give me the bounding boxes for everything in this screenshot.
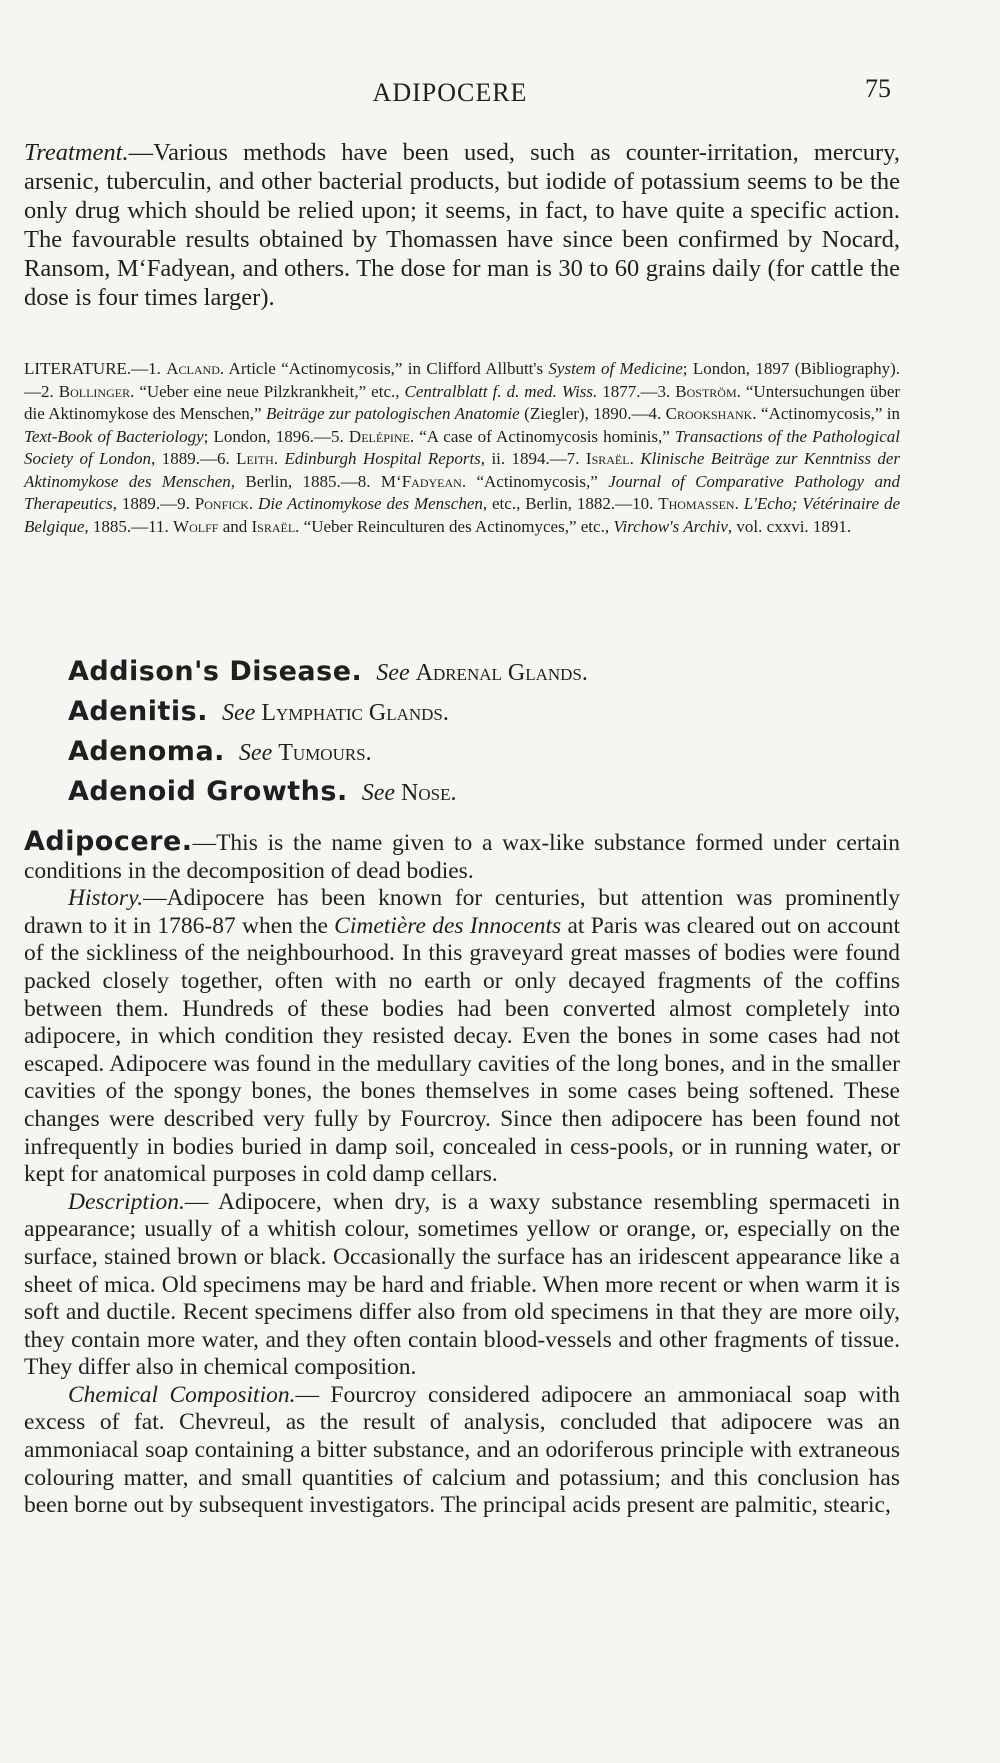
literature-segment: Beiträge zur patologischen Anatomie xyxy=(265,404,520,423)
history-text-a: —Adipocere has been known for centuries, but attention was prominently drawn to it in 1786-87 when the xyxy=(24,885,900,939)
literature-segment: 1877.—3. xyxy=(597,381,676,401)
cross-reference-target: Nose. xyxy=(401,780,457,806)
literature-segment: Journal of Comparative Pathology and Therapeutics xyxy=(24,471,900,513)
cross-reference-head: Addison's Disease. xyxy=(68,656,363,687)
cross-reference-head: Adenitis. xyxy=(68,696,209,727)
literature-segment: LITERATURE.—1. xyxy=(24,359,167,378)
literature-segment: Transactions of the Pathological Society of London xyxy=(24,426,901,468)
cross-reference-see: See xyxy=(238,740,273,766)
literature-segment: Wolff xyxy=(173,516,219,536)
literature-segment: Article “Actinomycosis,” in Clifford Allbutt's xyxy=(224,359,549,378)
cross-reference-target: Adrenal Glands. xyxy=(415,660,588,686)
cross-reference-see: See xyxy=(361,780,396,806)
literature-segment: , 1889.—6. xyxy=(151,449,237,468)
history-text-b: at Paris was cleared out on account of the sickliness of the neighbourhood. In this graveyard great masses of bodies were found packed closely together, often with no earth or only decayed fragments of the coffins between them. Hundreds of these bodies had been converted almost completely into adipocere, in which condition they resisted decay. Even the bones in some cases had not escaped. Adipocere was found in the medullary cavities of the long bones, and in the smaller cavities of the spongy bones, the bones themselves in some cases being softened. These changes were described very fully by Fourcroy. Since then adipocere has been found not infrequently in bodies buried in damp soil, concealed in cess-pools, or in running water, or kept for anatomical purposes in cold damp cellars. xyxy=(24,912,901,1188)
treatment-text: —Various methods have been used, such as counter-irritation, mercury, arsenic, tuberculin, and other bacterial products, but iodide of potassium seems to be the only drug which should be relied upon; it seems, in fact, to have quite a specific action. The favourable results obtained by Thomassen have since been confirmed by Nocard, Ransom, M‘Fadyean, and others. The dose for man is 30 to 60 grains daily (for cattle the dose is four times larger). xyxy=(24,139,900,311)
cross-reference-head: Adenoma. xyxy=(68,736,225,767)
literature-segment: , etc., Berlin, 1882.—10. xyxy=(482,494,659,513)
literature-references xyxy=(24,358,900,538)
literature-segment: , 1885.—11. xyxy=(84,516,174,536)
chemical-paragraph xyxy=(24,1382,900,1520)
history-label: History. xyxy=(68,885,144,912)
cross-reference-head: Adenoid Growths. xyxy=(68,776,348,807)
literature-segment: Boström. xyxy=(675,381,741,401)
literature-segment: Ponfick. xyxy=(194,494,254,513)
treatment-label: Treatment. xyxy=(24,139,129,166)
adipocere-heading: Adipocere. xyxy=(24,826,193,857)
literature-segment: “Ueber Reinculturen des Actinomyces,” etc., xyxy=(299,516,614,536)
cross-reference-target: Tumours. xyxy=(278,740,372,766)
chemical-text: — Fourcroy considered adipocere an ammoniacal soap with excess of fat. Chevreul, as the result of analysis, concluded that adipocere was an ammoniacal soap containing a bitter substance, and an odoriferous principle with extraneous colouring matter, and small quantities of calcium and potassium; and this conclusion has been borne out by subsequent investigators. The principal acids present are palmitic, stearic, xyxy=(24,1381,900,1519)
cross-reference-see: See xyxy=(376,660,410,686)
literature-segment: Acland. xyxy=(166,359,225,378)
cross-reference-entry xyxy=(68,732,888,772)
literature-segment: , 1889.—9. xyxy=(112,494,195,513)
cross-reference-entry xyxy=(68,652,888,692)
literature-segment: Die Actinomykose des Menschen xyxy=(258,494,483,513)
cross-reference-see: See xyxy=(222,700,256,726)
adipocere-intro-paragraph xyxy=(24,828,900,885)
literature-segment: “Ueber eine neue Pilzkrankheit,” etc., xyxy=(134,381,405,401)
history-paragraph xyxy=(24,885,900,1189)
description-paragraph xyxy=(24,1189,900,1382)
literature-segment: Israël. xyxy=(585,449,634,468)
literature-segment: System of Medicine xyxy=(548,359,683,378)
literature-segment: , Berlin, 1885.—8. xyxy=(230,471,381,491)
cross-reference-entry xyxy=(68,692,888,732)
page-number: 75 xyxy=(865,74,891,103)
description-text: — Adipocere, when dry, is a waxy substance resembling spermaceti in appearance; usually of a whitish colour, sometimes yellow or orange, or, especially on the surface, stained brown or black. Occasionally the surface has an iridescent appearance like a sheet of mica. Old specimens may be hard and friable. When more recent or when warm it is soft and ductile. Recent specimens differ also from old specimens in that they are more oily, they contain more water, and they often contain blood-vessels and other fragments of tissue. They differ also in chemical composition. xyxy=(24,1188,900,1381)
literature-segment: and xyxy=(218,516,252,536)
adipocere-article xyxy=(24,828,900,1520)
literature-segment: Edinburgh Hospital Reports xyxy=(284,449,481,468)
description-label: Description. xyxy=(68,1188,185,1215)
cross-reference-entry xyxy=(68,772,888,812)
literature-segment: Text-Book of Bacteriology xyxy=(24,426,204,446)
treatment-paragraph xyxy=(24,138,900,312)
literature-segment: Bollinger. xyxy=(58,381,135,401)
literature-segment: (Ziegler), 1890.—4. xyxy=(519,404,666,423)
literature-segment: Leith. xyxy=(236,449,279,468)
literature-segment: ; London, 1896.—5. xyxy=(203,426,349,446)
literature-segment: Virchow's Archiv xyxy=(613,516,728,536)
chemical-label: Chemical Composition. xyxy=(68,1381,296,1408)
literature-segment: Centralblatt f. d. med. Wiss. xyxy=(404,381,598,401)
literature-segment: “Untersuchungen über die Aktinomykose des Menschen,” xyxy=(24,381,901,423)
literature-segment: M‘Fadyean. xyxy=(380,471,467,491)
literature-segment: Delépine. xyxy=(348,426,415,446)
literature-segment: L'Echo; Vétérinaire de Belgique xyxy=(24,494,900,536)
history-place: Cimetière des Innocents xyxy=(334,912,562,939)
literature-segment: Klinische Beiträge zur Kenntniss der Aktinomykose des Menschen xyxy=(24,449,901,491)
literature-segment: Israël. xyxy=(251,516,300,536)
literature-segment: Thomassen. xyxy=(658,494,739,513)
cross-reference-list xyxy=(68,652,888,812)
adipocere-intro-text: —This is the name given to a wax-like substance formed under certain conditions in the decomposition of dead bodies. xyxy=(24,830,900,884)
running-head xyxy=(0,74,1000,118)
literature-segment: ; London, 1897 (Bibliography).—2. xyxy=(24,359,900,401)
literature-segment: “Actinomycosis,” in xyxy=(756,404,901,423)
literature-segment: , vol. cxxvi. 1891. xyxy=(727,516,852,536)
literature-segment: Crookshank. xyxy=(665,404,757,423)
running-title: ADIPOCERE xyxy=(372,78,528,107)
literature-segment: “A case of Actinomycosis hominis,” xyxy=(414,426,675,446)
literature-segment: , ii. 1894.—7. xyxy=(480,449,586,468)
cross-reference-target: Lymphatic Glands. xyxy=(261,700,449,726)
literature-segment: “Actinomycosis,” xyxy=(466,471,609,491)
